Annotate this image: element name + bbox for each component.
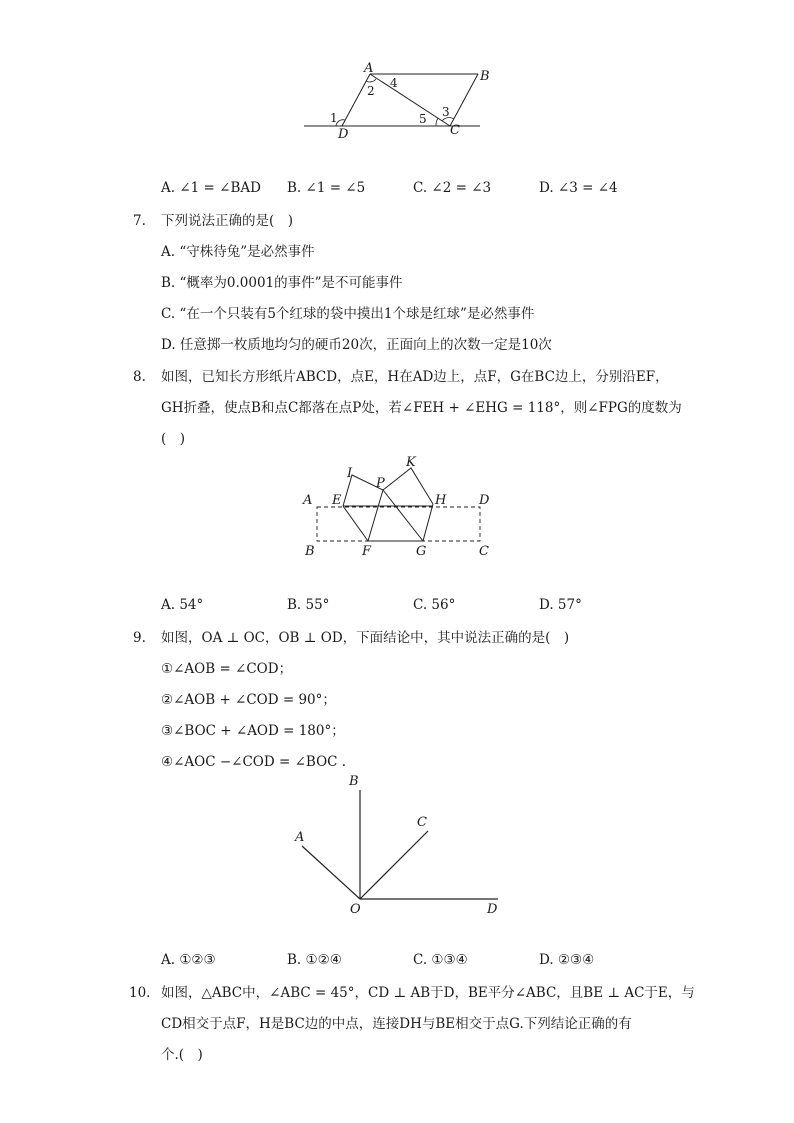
q9-statement-3: ③∠BOC + ∠AOD = 180°； (161, 723, 345, 739)
label-angle-2: 2 (367, 84, 375, 98)
label-A: A (295, 830, 305, 845)
q9-option-b[interactable]: B. ①②④ (287, 952, 342, 968)
q7-number: 7. (133, 213, 146, 229)
label-P: P (376, 476, 385, 491)
label-angle-4: 4 (390, 76, 398, 90)
label-B: B (305, 544, 315, 559)
q10-stem-line1: 如图，△ABC中，∠ABC = 45°，CD ⊥ AB于D，BE平分∠ABC，且BE ⊥ AC于E，与 (161, 985, 695, 1001)
label-C: C (479, 544, 489, 559)
q8-stem-line1: 如图，已知长方形纸片ABCD，点E，H在AD边上，点F，G在BC边上，分别沿EF， (161, 369, 669, 385)
rays-figure (285, 770, 515, 920)
q8-stem-line3: ( ) (161, 431, 186, 447)
q6-option-b[interactable]: B. ∠1 = ∠5 (287, 180, 366, 196)
q8-option-d[interactable]: D. 57° (539, 597, 582, 613)
q9-number: 9. (133, 630, 146, 646)
q9-statement-2: ②∠AOB + ∠COD = 90°； (161, 692, 336, 708)
dashed-rectangle (317, 507, 480, 541)
label-O: O (350, 902, 361, 917)
side-ad (342, 74, 370, 126)
line-ef (343, 506, 368, 541)
label-K: K (406, 455, 416, 470)
parallelogram-figure (290, 60, 520, 145)
label-B: B (480, 69, 490, 84)
q10-stem-line3: 个.( ) (161, 1047, 203, 1063)
label-angle-5: 5 (419, 112, 427, 126)
q8-number: 8. (133, 369, 146, 385)
q7-option-d[interactable]: D. 任意掷一枚质地均匀的硬币20次，正面向上的次数一定是10次 (161, 337, 552, 353)
q9-statement-1: ①∠AOB = ∠COD； (161, 661, 293, 677)
q9-statement-4: ④∠AOC −∠COD = ∠BOC . (161, 754, 347, 770)
q8-option-a[interactable]: A. 54° (161, 597, 204, 613)
q7-stem: 下列说法正确的是( ) (161, 213, 294, 229)
side-bc (450, 74, 478, 126)
q7-option-c[interactable]: C. “在一个只装有5个红球的袋中摸出1个球是红球”是必然事件 (161, 306, 535, 322)
q10-number: 10. (129, 985, 151, 1001)
label-F: F (362, 544, 372, 559)
label-G: G (416, 544, 427, 559)
q6-option-c[interactable]: C. ∠2 = ∠3 (413, 180, 492, 196)
ray-oc (360, 831, 428, 899)
q9-option-c[interactable]: C. ①③④ (413, 952, 468, 968)
q10-stem-line2: CD相交于点F，H是BC边的中点，连接DH与BE相交于点G.下列结论正确的有 (161, 1016, 632, 1032)
q8-option-c[interactable]: C. 56° (413, 597, 456, 613)
label-E: E (332, 493, 342, 508)
q9-option-a[interactable]: A. ①②③ (161, 952, 216, 968)
angle-arc-5 (436, 118, 438, 126)
label-I: I (347, 466, 353, 481)
ray-oa (302, 846, 360, 899)
label-A: A (364, 61, 374, 76)
q8-option-b[interactable]: B. 55° (287, 597, 330, 613)
line-pf (368, 490, 383, 541)
label-D: D (338, 127, 349, 142)
line-hg (423, 504, 433, 541)
label-C: C (450, 123, 460, 138)
label-D: D (479, 493, 490, 508)
folded-rectangle-figure (295, 450, 505, 565)
label-A: A (303, 493, 313, 508)
label-H: H (435, 493, 447, 508)
q8-stem-line2: GH折叠，使点B和点C都落在点P处，若∠FEH + ∠EHG = 118°，则∠FPG的度数为 (161, 400, 682, 416)
label-angle-3: 3 (442, 105, 450, 119)
q7-option-a[interactable]: A. “守株待兔”是必然事件 (161, 244, 315, 260)
label-angle-1: 1 (330, 111, 338, 125)
q6-option-a[interactable]: A. ∠1 = ∠BAD (161, 180, 261, 196)
label-B: B (349, 774, 359, 789)
line-pg (383, 490, 423, 541)
label-C: C (417, 815, 427, 830)
q9-stem: 如图，OA ⊥ OC，OB ⊥ OD，下面结论中，其中说法正确的是( ) (161, 630, 570, 646)
label-D: D (487, 902, 498, 917)
q6-option-d[interactable]: D. ∠3 = ∠4 (539, 180, 618, 196)
q9-option-d[interactable]: D. ②③④ (539, 952, 595, 968)
fold-right-kh (383, 468, 433, 504)
q7-option-b[interactable]: B. “概率为0.0001的事件”是不可能事件 (161, 275, 403, 291)
